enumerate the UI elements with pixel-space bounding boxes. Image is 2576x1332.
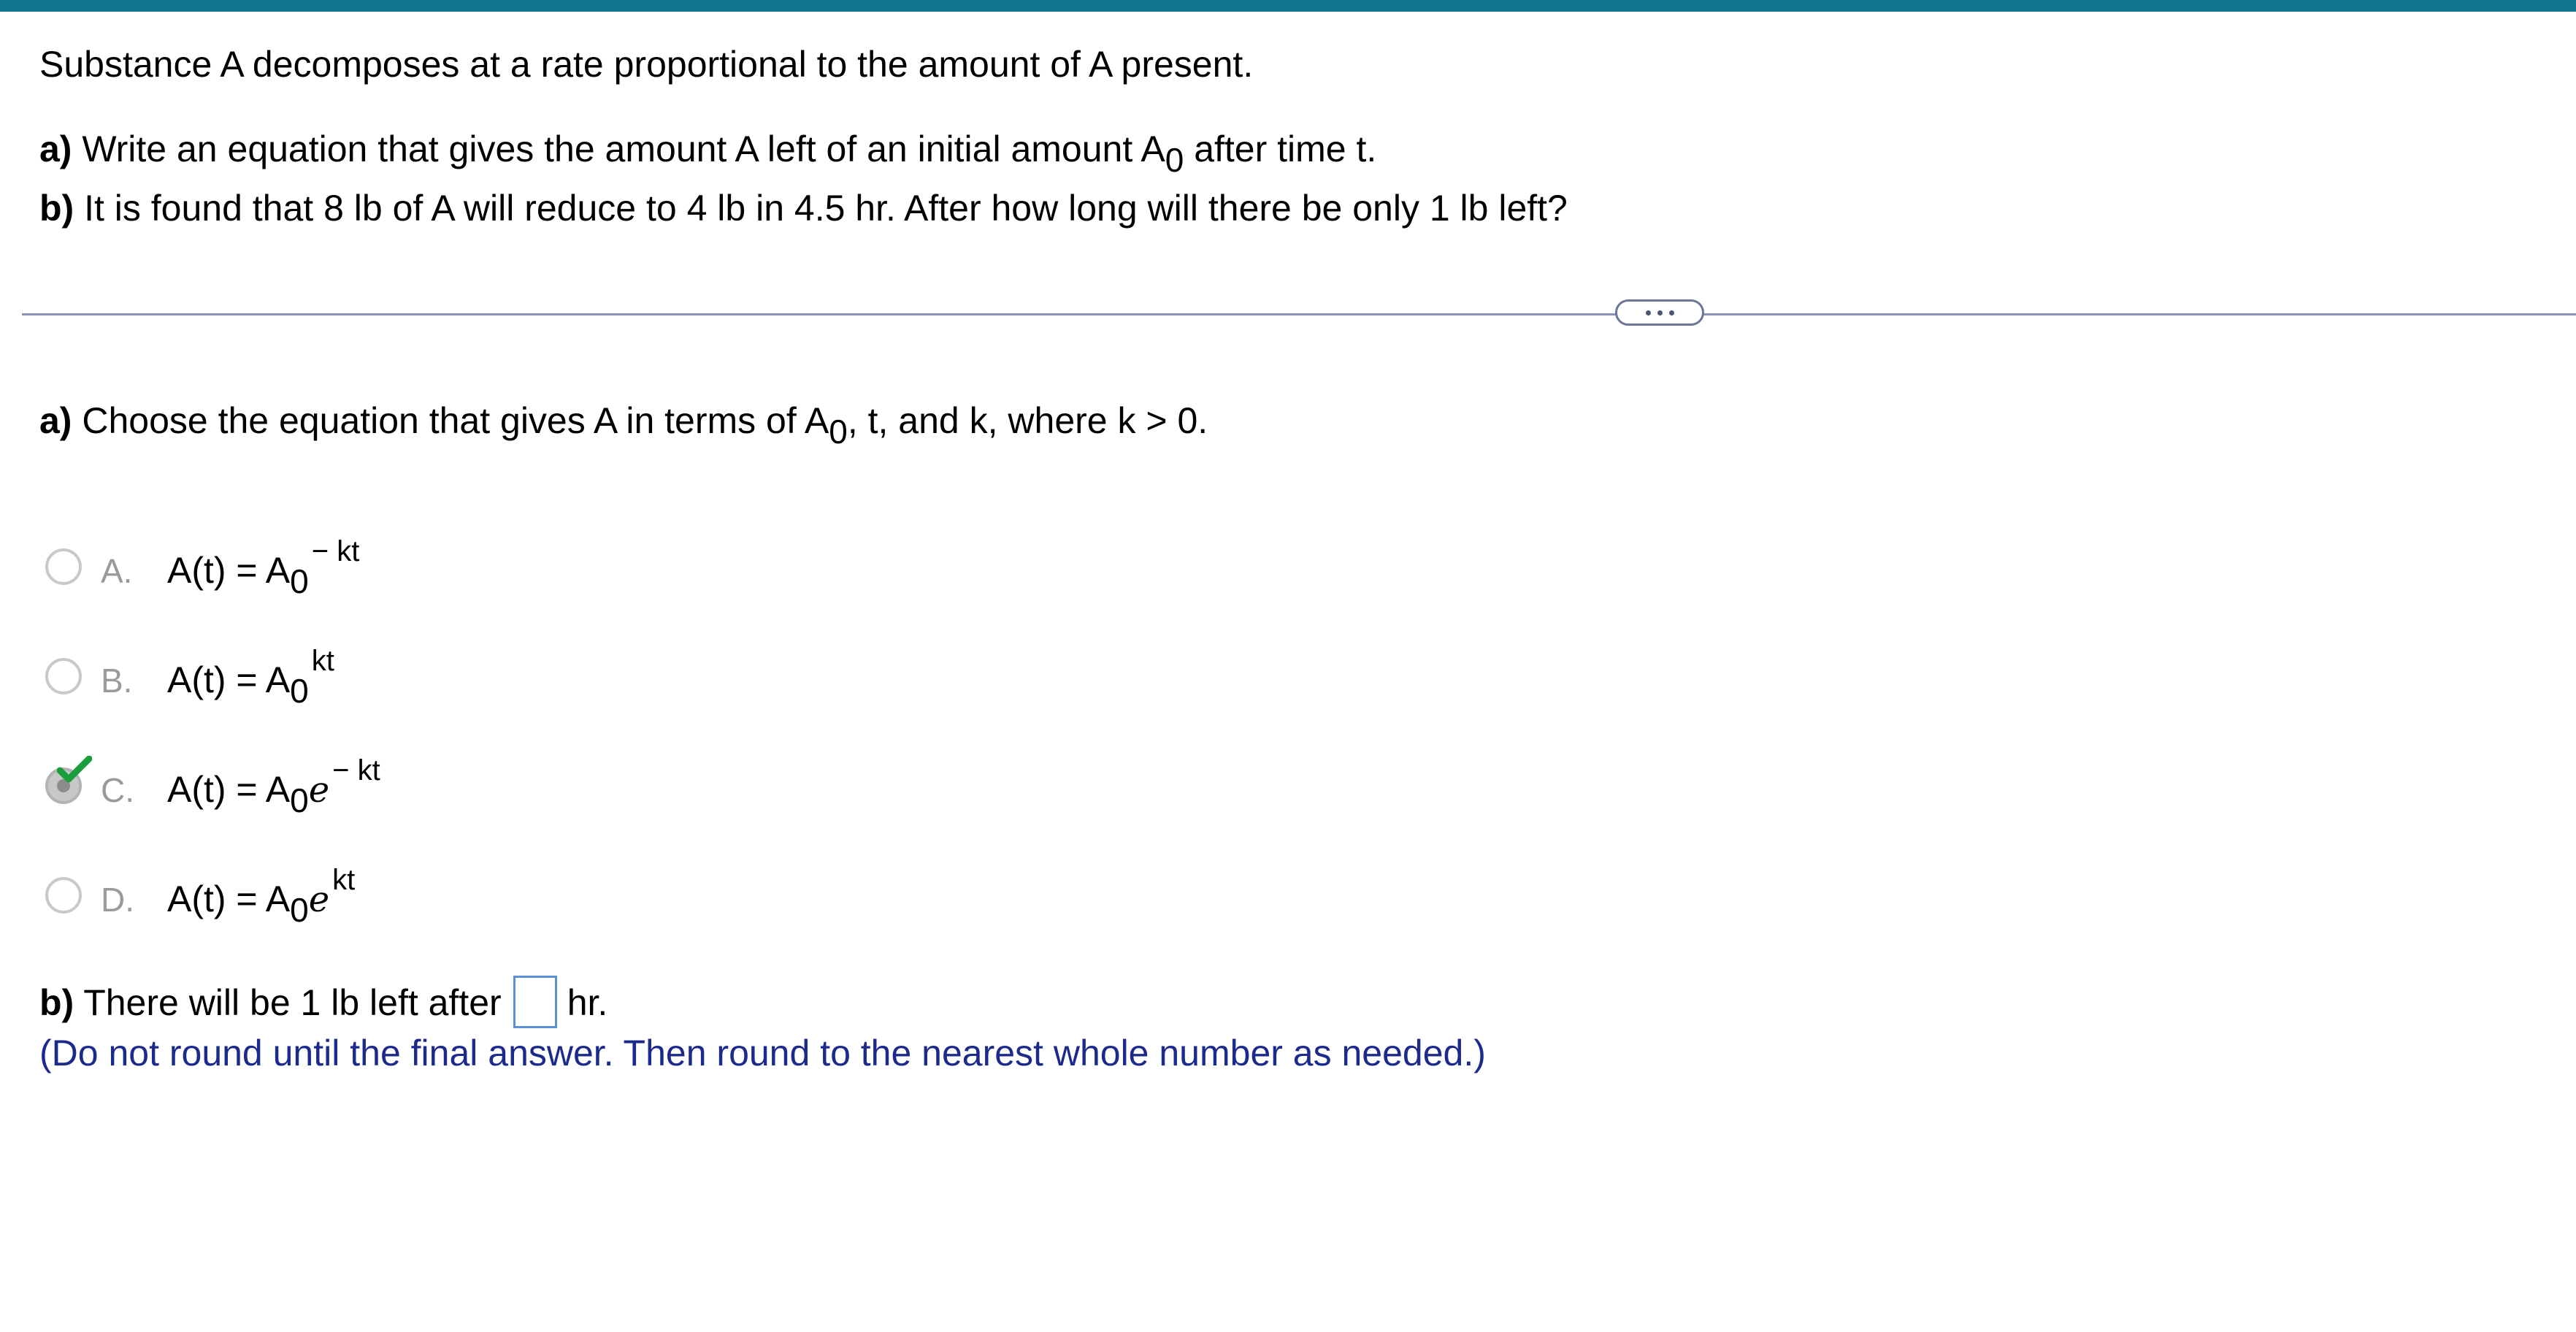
option-c-letter: C. (101, 771, 134, 809)
question-a-text-after: , t, and k, where k > 0. (847, 400, 1208, 441)
more-options-button[interactable] (1615, 299, 1704, 326)
question-a-prompt (39, 399, 1208, 451)
question-a-label: a) (39, 400, 72, 441)
question-b-text: There will be 1 lb left after (74, 982, 502, 1023)
option-d-radio[interactable] (45, 877, 82, 914)
option-a-subscript: 0 (290, 562, 309, 600)
option-c-subscript: 0 (290, 781, 309, 819)
option-d-exponent: kt (332, 864, 356, 896)
option-c-lhs: A(t) = A (167, 769, 291, 810)
part-a-text: Write an equation that gives the amount A left of an initial amount A (72, 129, 1165, 169)
option-b-radio[interactable] (45, 658, 82, 694)
option-d[interactable] (39, 862, 916, 935)
problem-intro: Substance A decomposes at a rate proportional to the amount of A present. (39, 44, 1254, 85)
option-a-equation (167, 535, 360, 600)
question-a-text: Choose the equation that gives A in terms of A (72, 400, 829, 441)
part-a-text-after: after time t. (1184, 129, 1377, 169)
part-b-label: b) (39, 188, 74, 229)
option-a-radio[interactable] (45, 548, 82, 585)
option-b-exponent: kt (311, 645, 334, 677)
option-a-exponent: − kt (311, 535, 360, 567)
option-d-subscript: 0 (290, 890, 309, 929)
option-a[interactable] (39, 534, 916, 607)
option-c-base: e (308, 770, 330, 811)
option-d-letter: D. (101, 881, 134, 919)
ellipsis-icon-dot (1669, 310, 1674, 315)
ellipsis-icon (1646, 310, 1651, 315)
part-a-label: a) (39, 129, 72, 169)
question-b-label: b) (39, 982, 74, 1023)
part-a-subscript: 0 (1165, 140, 1184, 179)
problem-part-b (39, 186, 1568, 230)
checkmark-icon (57, 756, 92, 785)
section-divider (22, 313, 2576, 315)
option-c[interactable] (39, 753, 916, 826)
answer-input[interactable] (513, 976, 557, 1028)
part-b-text: It is found that 8 lb of A will reduce to 4 lb in 4.5 hr. After how long will there be only 1 lb left? (74, 188, 1568, 229)
option-c-equation (167, 754, 380, 819)
top-accent-bar (0, 0, 2576, 12)
option-a-letter: A. (101, 552, 133, 590)
option-b-letter: B. (101, 662, 133, 700)
option-b-lhs: A(t) = A (167, 659, 291, 700)
option-b[interactable] (39, 643, 916, 716)
rounding-hint: (Do not round until the final answer. Then round to the nearest whole number as needed.) (39, 1033, 1486, 1073)
question-b-prompt (39, 976, 607, 1028)
option-d-lhs: A(t) = A (167, 879, 291, 919)
option-b-equation (167, 645, 334, 710)
option-c-exponent: − kt (332, 754, 380, 786)
question-b-unit: hr. (567, 982, 608, 1023)
option-b-subscript: 0 (290, 671, 309, 710)
question-a-subscript: 0 (829, 412, 848, 451)
problem-part-a (39, 127, 1377, 179)
option-d-base: e (308, 879, 330, 920)
option-a-lhs: A(t) = A (167, 550, 291, 591)
ellipsis-icon-dot (1657, 310, 1663, 315)
option-d-equation (167, 864, 356, 929)
